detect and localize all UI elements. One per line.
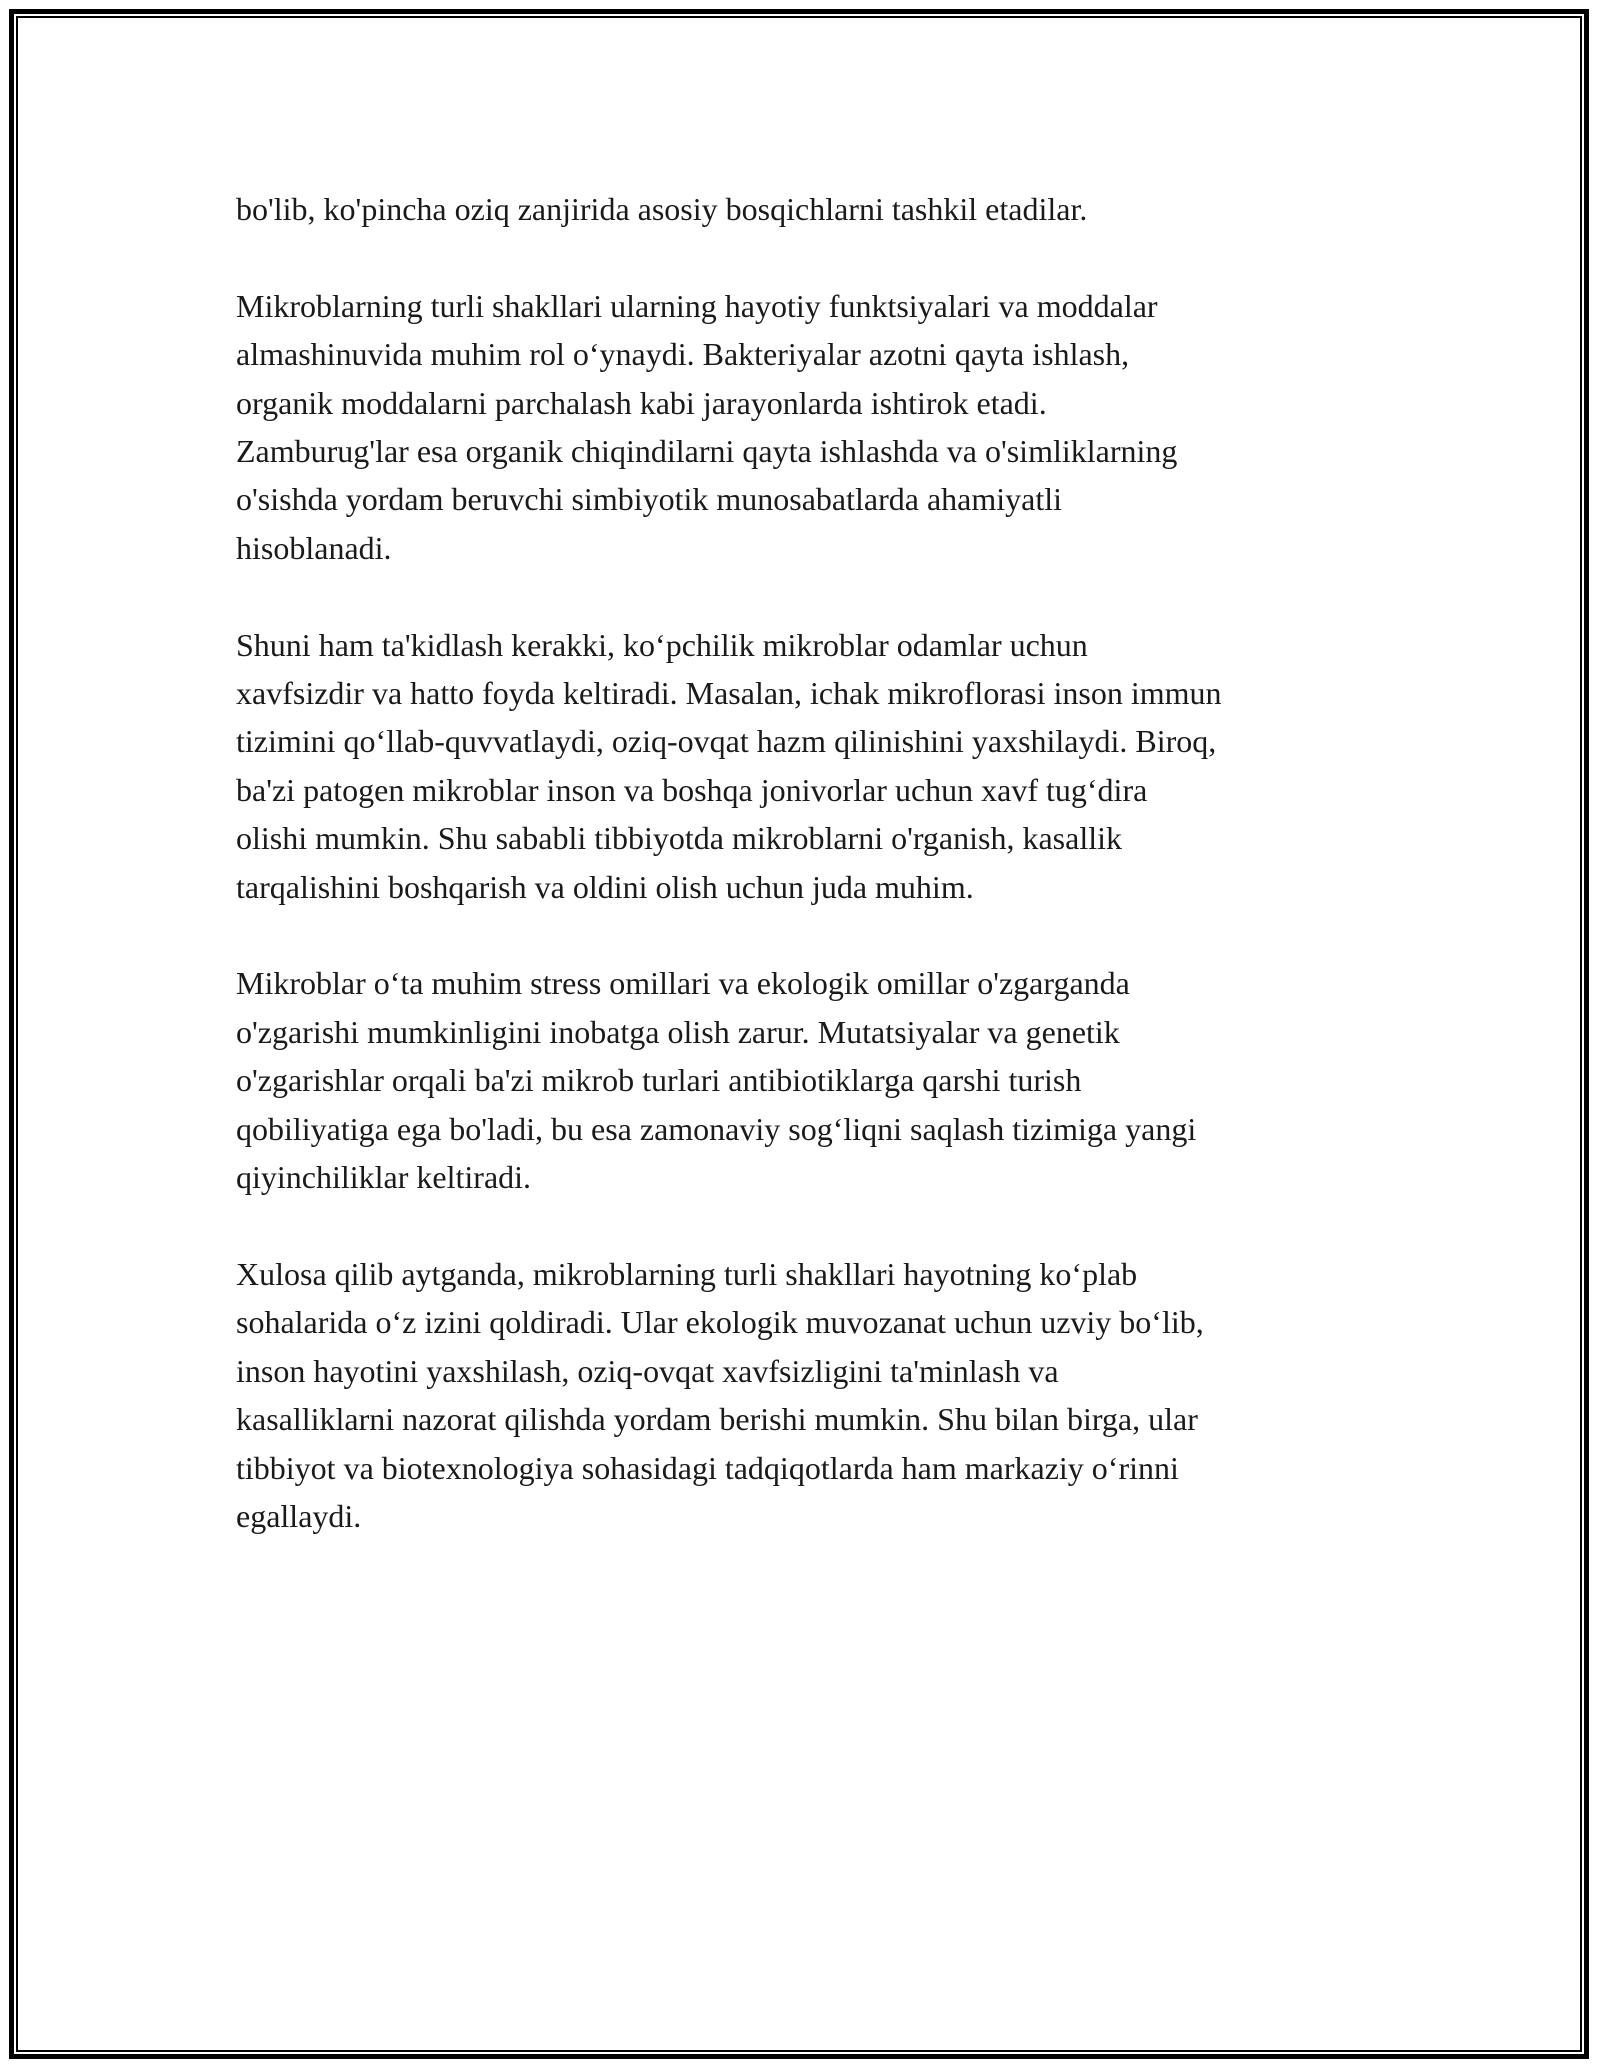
paragraph-5: Xulosa qilib aytganda, mikroblarning turli shakllari hayotning ko‘plab sohalarida o‘z izini qoldiradi. Ular ekologik muvozanat uchun uzviy bo‘lib, inson hayotini yaxshilash, oziq-ovqat xavfsizligini ta'minlash va kasalliklarni nazorat qilishda yordam berishi mumkin. Shu bilan birga, ular tibbiyot va biotexnologiya sohasidagi tadqiqotlarda ham markaziy o‘rinni egallaydi. [236, 1255, 1204, 1534]
document-body [236, 185, 1376, 1589]
paragraph-2: Mikroblarning turli shakllari ularning hayotiy funktsiyalari va moddalar almashinuvida muhim rol o‘ynaydi. Bakteriyalar azotni qayta ishlash, organik moddalarni parchalash kabi jarayonlarda ishtirok etadi. Zamburug'lar esa organik chiqindilarni qayta ishlashda va o'simliklarning o'sishda yordam beruvchi simbiyotik munosabatlarda ahamiyatli hisoblanadi. [236, 287, 1178, 566]
paragraph-3: Shuni ham ta'kidlash kerakki, ko‘pchilik mikroblar odamlar uchun xavfsizdir va hatto foyda keltiradi. Masalan, ichak mikroflorasi inson immun tizimini qo‘llab-quvvatlaydi, oziq-ovqat hazm qilinishini yaxshilaydi. Biroq, ba'zi patogen mikroblar inson va boshqa jonivorlar uchun xavf tug‘dira olishi mumkin. Shu sababli tibbiyotda mikroblarni o'rganish, kasallik tarqalishini boshqarish va oldini olish uchun juda muhim. [236, 626, 1222, 905]
paragraph-4: Mikroblar o‘ta muhim stress omillari va ekologik omillar o'zgarganda o'zgarishi mumkinligini inobatga olish zarur. Mutatsiyalar va genetik o'zgarishlar orqali ba'zi mikrob turlari antibiotiklarga qarshi turish qobiliyatiga ega bo'ladi, bu esa zamonaviy sog‘liqni saqlash tizimiga yangi qiyinchiliklar keltiradi. [236, 965, 1197, 1196]
paragraph-1: bo'lib, ko'pincha oziq zanjirida asosiy bosqichlarni tashkil etadilar. [236, 191, 1088, 227]
